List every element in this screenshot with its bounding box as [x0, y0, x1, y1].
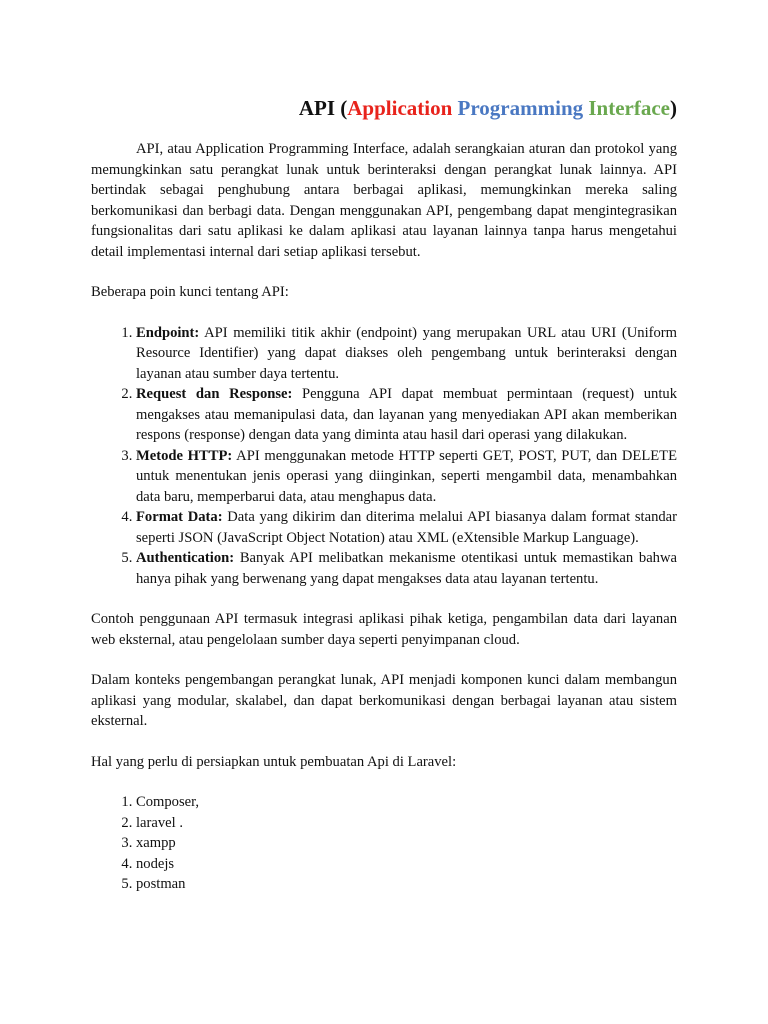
list-item-term: Request dan Response:	[136, 386, 293, 402]
list-item	[136, 384, 677, 446]
page-title	[91, 94, 677, 122]
list-item: 5. postman	[136, 874, 677, 895]
title-word-programming: Programming	[457, 96, 584, 120]
title-suffix: )	[670, 96, 677, 120]
list-item	[136, 507, 677, 548]
list-item-term: Format Data:	[136, 509, 223, 525]
list-item-text: API menggunakan metode HTTP seperti GET, POST, PUT, dan DELETE untuk menentukan jenis operasi yang diinginkan, seperti mengambil data, menambahkan data baru, memperbarui data, atau menghapus data.	[136, 447, 677, 505]
list-item-term: Authentication:	[136, 550, 235, 566]
list-item	[136, 323, 677, 385]
list-item: 3. xampp	[136, 833, 677, 854]
list-item-text: Data yang dikirim dan diterima melalui API biasanya dalam format standar seperti JSON (JavaScript Object Notation) atau XML (eXtensible Markup Language).	[136, 509, 677, 546]
title-word-application: Application	[347, 96, 453, 120]
list-item	[136, 548, 677, 589]
document-page	[91, 94, 677, 915]
list-item-term: Metode HTTP:	[136, 447, 233, 464]
title-word-interface: Interface	[588, 96, 670, 120]
list-item-text: Pengguna API dapat membuat permintaan (request) untuk mengakses atau memanipulasi data, dan layanan yang menyediakan API akan memberikan respons (response) dengan data yang diminta atau hasil dari operasi yang dilakukan.	[136, 386, 677, 443]
list-item-term: Endpoint:	[136, 324, 200, 341]
list-item: 4. nodejs	[136, 854, 677, 875]
key-points-list	[91, 323, 677, 590]
list-item: 1. Composer,	[136, 792, 677, 813]
list-item	[136, 446, 677, 508]
list-item-text: Banyak API melibatkan mekanisme otentikasi untuk memastikan bahwa hanya pihak yang berwenang yang dapat mengakses data atau layanan tertentu.	[136, 550, 677, 587]
intro-paragraph: API, atau Application Programming Interface, adalah serangkaian aturan dan protokol yang memungkinkan satu perangkat lunak untuk berinteraksi dengan perangkat lunak lainnya. API bertindak sebagai penghubung antara berbagai aplikasi, memungkinkan mereka saling berkomunikasi dan berbagi data. Dengan menggunakan API, pengembang dapat mengintegrasikan fungsionalitas dari satu aplikasi ke dalam aplikasi atau layanan lainnya tanpa harus mengetahui detail implementasi internal dari setiap aplikasi tersebut.	[91, 141, 677, 260]
key-points-heading: Beberapa poin kunci tentang API:	[91, 284, 289, 300]
title-prefix: API (	[298, 96, 348, 120]
context-paragraph: Dalam konteks pengembangan perangkat lunak, API menjadi komponen kunci dalam membangun aplikasi yang modular, skalabel, dan dapat berkomunikasi dengan berbagai layanan atau sistem eksternal.	[91, 672, 677, 729]
list-item: 2. laravel .	[136, 813, 677, 834]
examples-paragraph: Contoh penggunaan API termasuk integrasi aplikasi pihak ketiga, pengambilan data dari layanan web eksternal, atau pengelolaan sumber daya seperti penyimpanan cloud.	[91, 611, 677, 648]
prep-heading: Hal yang perlu di persiapkan untuk pembuatan Api di Laravel:	[91, 753, 457, 770]
prep-list	[91, 792, 677, 895]
list-item-text: API memiliki titik akhir (endpoint) yang merupakan URL atau URI (Uniform Resource Identifier) yang dapat diakses oleh pengembang untuk berinteraksi dengan layanan atau sumber daya tertentu.	[136, 324, 677, 382]
